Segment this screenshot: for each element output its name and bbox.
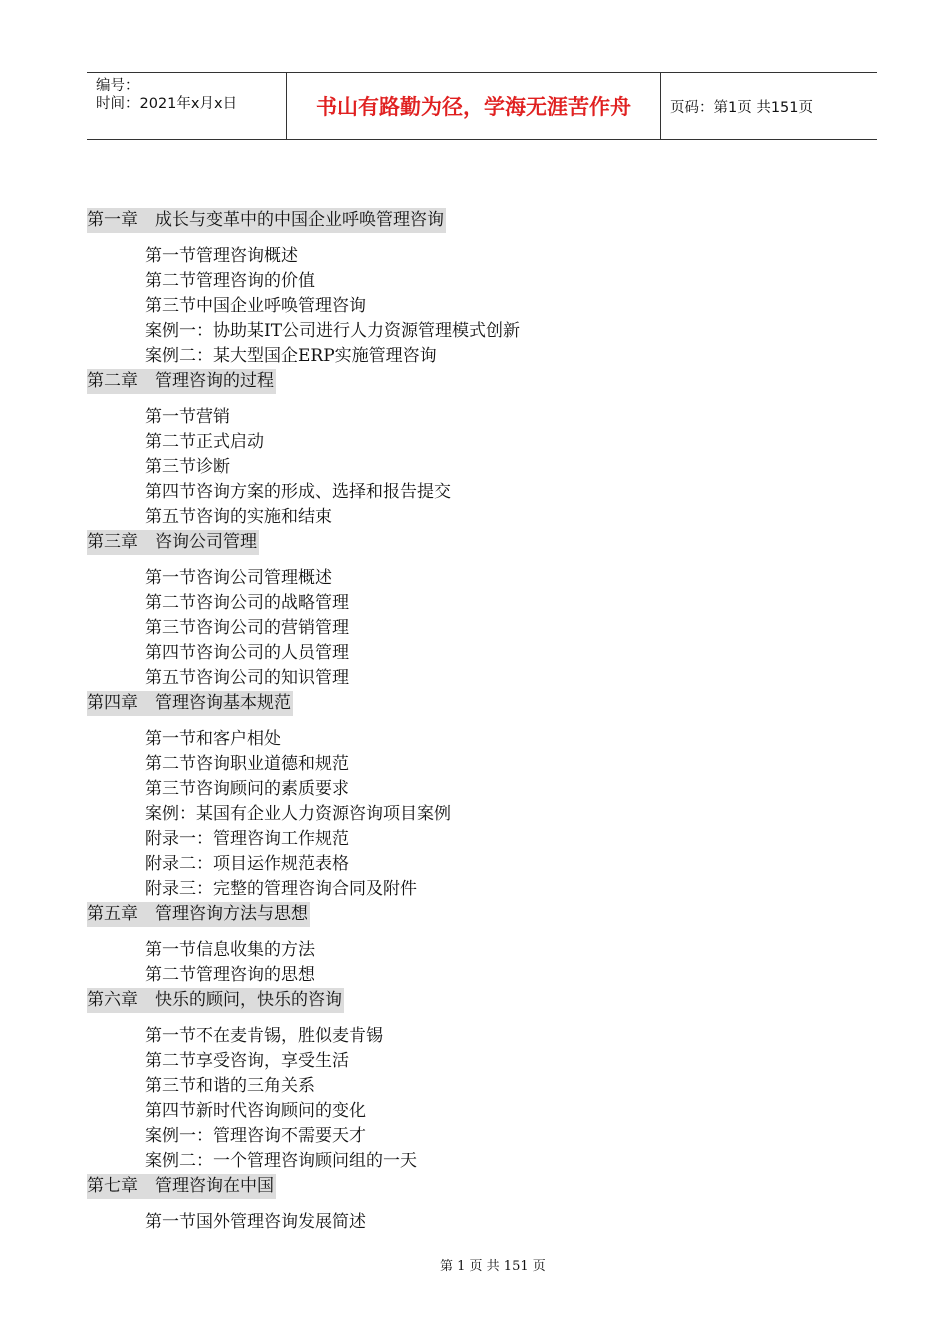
chapter-row <box>87 1174 887 1199</box>
chapter-title: 第六章 快乐的顾问，快乐的咨询 <box>87 988 344 1013</box>
header-meta <box>87 73 287 139</box>
section-item: 附录二：项目运作规范表格 <box>145 854 349 874</box>
section-item: 第二节咨询职业道德和规范 <box>145 754 349 774</box>
table-of-contents <box>87 208 887 1235</box>
section-item: 第五节咨询的实施和结束 <box>145 507 332 527</box>
chapter-row <box>87 530 887 555</box>
section-item: 第一节管理咨询概述 <box>145 246 298 266</box>
chapter-title: 第五章 管理咨询方法与思想 <box>87 902 310 927</box>
chapter-title: 第四章 管理咨询基本规范 <box>87 691 293 716</box>
section-item: 第四节新时代咨询顾问的变化 <box>145 1101 366 1121</box>
serial-label: 编号： <box>96 78 140 94</box>
section-item: 第二节管理咨询的价值 <box>145 271 315 291</box>
section-item: 第一节和客户相处 <box>145 729 281 749</box>
chapter-row <box>87 369 887 394</box>
section-item: 第一节不在麦肯锡，胜似麦肯锡 <box>145 1026 383 1046</box>
page-header <box>87 72 877 140</box>
section-item: 第三节中国企业呼唤管理咨询 <box>145 296 366 316</box>
chapter-row <box>87 208 887 233</box>
section-item: 第一节国外管理咨询发展简述 <box>145 1212 366 1232</box>
section-item: 第一节信息收集的方法 <box>145 940 315 960</box>
section-item: 第三节诊断 <box>145 457 230 477</box>
chapter-row <box>87 902 887 927</box>
section-item: 第二节咨询公司的战略管理 <box>145 593 349 613</box>
chapter-title: 第七章 管理咨询在中国 <box>87 1174 276 1199</box>
chapter-title: 第一章 成长与变革中的中国企业呼唤管理咨询 <box>87 208 446 233</box>
time-label: 时间：2021年x月x日 <box>96 96 238 112</box>
chapter-title: 第二章 管理咨询的过程 <box>87 369 276 394</box>
header-page-info: 页码：第1页 共151页 <box>670 99 814 116</box>
section-item: 第二节管理咨询的思想 <box>145 965 315 985</box>
chapter-row <box>87 691 887 716</box>
section-item: 案例二：一个管理咨询顾问组的一天 <box>145 1151 417 1171</box>
section-item: 案例二：某大型国企ERP实施管理咨询 <box>145 346 437 366</box>
section-item: 第四节咨询公司的人员管理 <box>145 643 349 663</box>
section-item: 案例一：管理咨询不需要天才 <box>145 1126 366 1146</box>
section-item: 第五节咨询公司的知识管理 <box>145 668 349 688</box>
page-footer: 第 1 页 共 151 页 <box>440 1259 546 1274</box>
chapter-title: 第三章 咨询公司管理 <box>87 530 259 555</box>
section-item: 第二节享受咨询，享受生活 <box>145 1051 349 1071</box>
section-item: 第二节正式启动 <box>145 432 264 452</box>
section-item: 第四节咨询方案的形成、选择和报告提交 <box>145 482 451 502</box>
section-item: 案例一：协助某IT公司进行人力资源管理模式创新 <box>145 321 521 341</box>
header-motto: 书山有路勤为径，学海无涯苦作舟 <box>287 73 661 139</box>
section-item: 第一节咨询公司管理概述 <box>145 568 332 588</box>
section-item: 附录三：完整的管理咨询合同及附件 <box>145 879 417 899</box>
section-item: 第三节和谐的三角关系 <box>145 1076 315 1096</box>
section-item: 附录一：管理咨询工作规范 <box>145 829 349 849</box>
section-item: 第三节咨询顾问的素质要求 <box>145 779 349 799</box>
section-item: 案例：某国有企业人力资源咨询项目案例 <box>145 804 451 824</box>
section-item: 第三节咨询公司的营销管理 <box>145 618 349 638</box>
section-item: 第一节营销 <box>145 407 230 427</box>
chapter-row <box>87 988 887 1013</box>
